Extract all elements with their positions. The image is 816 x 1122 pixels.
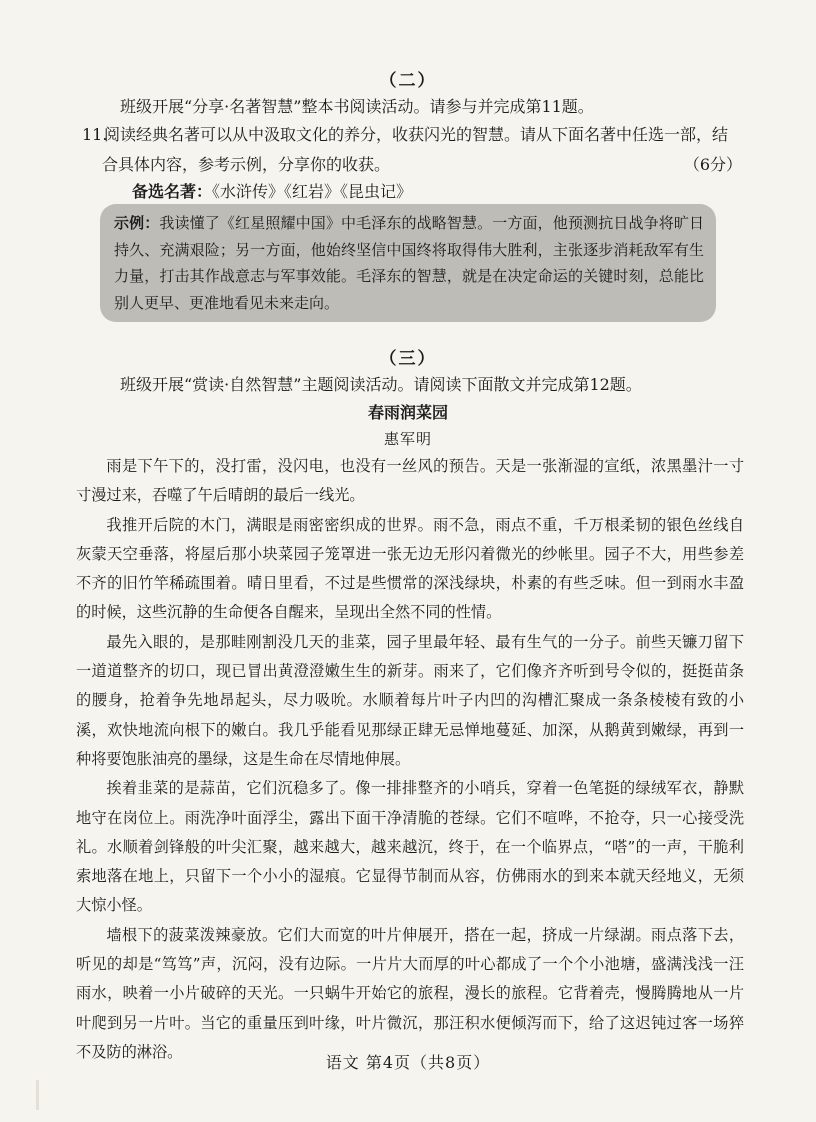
essay-paragraph: 挨着韭菜的是蒜苗，它们沉稳多了。像一排排整齐的小哨兵，穿着一色笔挺的绿绒军衣，静默地守在岗位上。雨洗净叶面浮尘，露出下面干净清脆的苍绿。它们不喧哗，不抢夺，只一心接受洗礼。水顺着剑锋般的叶尖汇聚，越来越大，越来越沉，终于，在一个临界点，“嗒”的一声，干脆利索地落在地上，只留下一个小小的湿痕。它显得节制而从容，仿佛雨水的到来本就天经地义，无须大惊小怪。 [76,779,744,915]
essay-paragraph: 最先入眼的，是那畦刚割没几天的韭菜，园子里最年轻、最有生气的一分子。前些天镰刀留下一道道整齐的切口，现已冒出黄澄澄嫩生生的新芽。雨来了，它们像齐齐听到号令似的，挺挺苗条的腰身，抢着争先地昂起头，尽力吸吮。水顺着每片叶子内凹的沟槽汇聚成一条条棱棱有致的小溪，欢快地流向根下的嫩白。我几乎能看见那绿正肆无忌惮地蔓延、加深，从鹅黄到嫩绿，再到一种将要饱胀油亮的墨绿，这是生命在尽情地伸展。 [76,632,744,768]
scan-edge-mark [36,1080,39,1110]
section-3-title: （三） [379,349,437,369]
question-11 [82,120,742,180]
question-11-line1 [82,120,742,150]
book-options-label: 备选名著： [132,182,213,201]
page-footer: 语文 第4页（共8页） [325,1053,491,1072]
essay-paragraph: 墙根下的菠菜泼辣豪放。它们大而宽的叶片伸展开，搭在一起，挤成一片绿湖。雨点落下去，听见的却是“笃笃”声，沉闷，没有边际。一片片大而厚的叶心都成了一个个小池塘，盛满浅浅一汪雨水，映着一小片破碎的天光。一只蜗牛开始它的旅程，漫长的旅程。它背着壳，慢腾腾地从一片叶爬到另一片叶。当它的重量压到叶缘，叶片微沉，那汪积水便倾泻而下，给了这迟钝过客一场猝不及防的淋浴。 [76,925,744,1061]
section-2-intro: 班级开展“分享·名著智慧”整本书阅读活动。请参与并完成第11题。 [120,97,594,116]
essay-paragraph: 雨是下午下的，没打雷，没闪电，也没有一丝风的预告。天是一张渐湿的宣纸，浓黑墨汁一寸寸漫过来，吞噬了午后晴朗的最后一线光。 [76,457,744,505]
question-11-line2 [82,150,742,180]
question-text-line2: 合具体内容，参考示例，分享你的收获。 [102,155,391,174]
section-2-title: （二） [379,71,437,91]
essay-title: 春雨润菜园 [367,403,448,422]
question-text-line1: 阅读经典名著可以从中汲取文化的养分，收获闪光的智慧。请从下面名著中任选一部，结 [104,125,729,144]
essay-author: 惠军明 [383,430,432,448]
question-number: 11. [82,125,108,144]
example-label: 示例： [114,214,160,232]
book-options-list: 《水浒传》《红岩》《昆虫记》 [212,182,413,201]
section-3-intro: 班级开展“赏读·自然智慧”主题阅读活动。请阅读下面散文并完成第12题。 [120,375,642,394]
question-score: （6分） [683,155,742,174]
essay-paragraph: 我推开后院的木门，满眼是雨密密织成的世界。雨不急，雨点不重，千万根柔韧的银色丝线自灰蒙天空垂落，将屋后那小块菜园子笼罩进一张无边无形闪着微光的纱帐里。园子不大，用些参差不齐的旧竹竿稀疏围着。晴日里看，不过是些惯常的深浅绿块，朴素的有些乏味。但一到雨水丰盈的时候，这些沉静的生命便各自醒来，呈现出全然不同的性情。 [76,515,744,622]
example-text: 我读懂了《红星照耀中国》中毛泽东的战略智慧。一方面，他预测抗日战争将旷日持久、充满艰险；另一方面，他始终坚信中国终将取得伟大胜利，主张逐步消耗敌军有生力量，打击其作战意志与军事效能。毛泽东的智慧，就是在决定命运的关键时刻，总能比别人更早、更准地看见未来走向。 [114,214,704,312]
example-box [100,204,716,322]
book-options [132,179,412,205]
essay-body [76,452,744,1067]
